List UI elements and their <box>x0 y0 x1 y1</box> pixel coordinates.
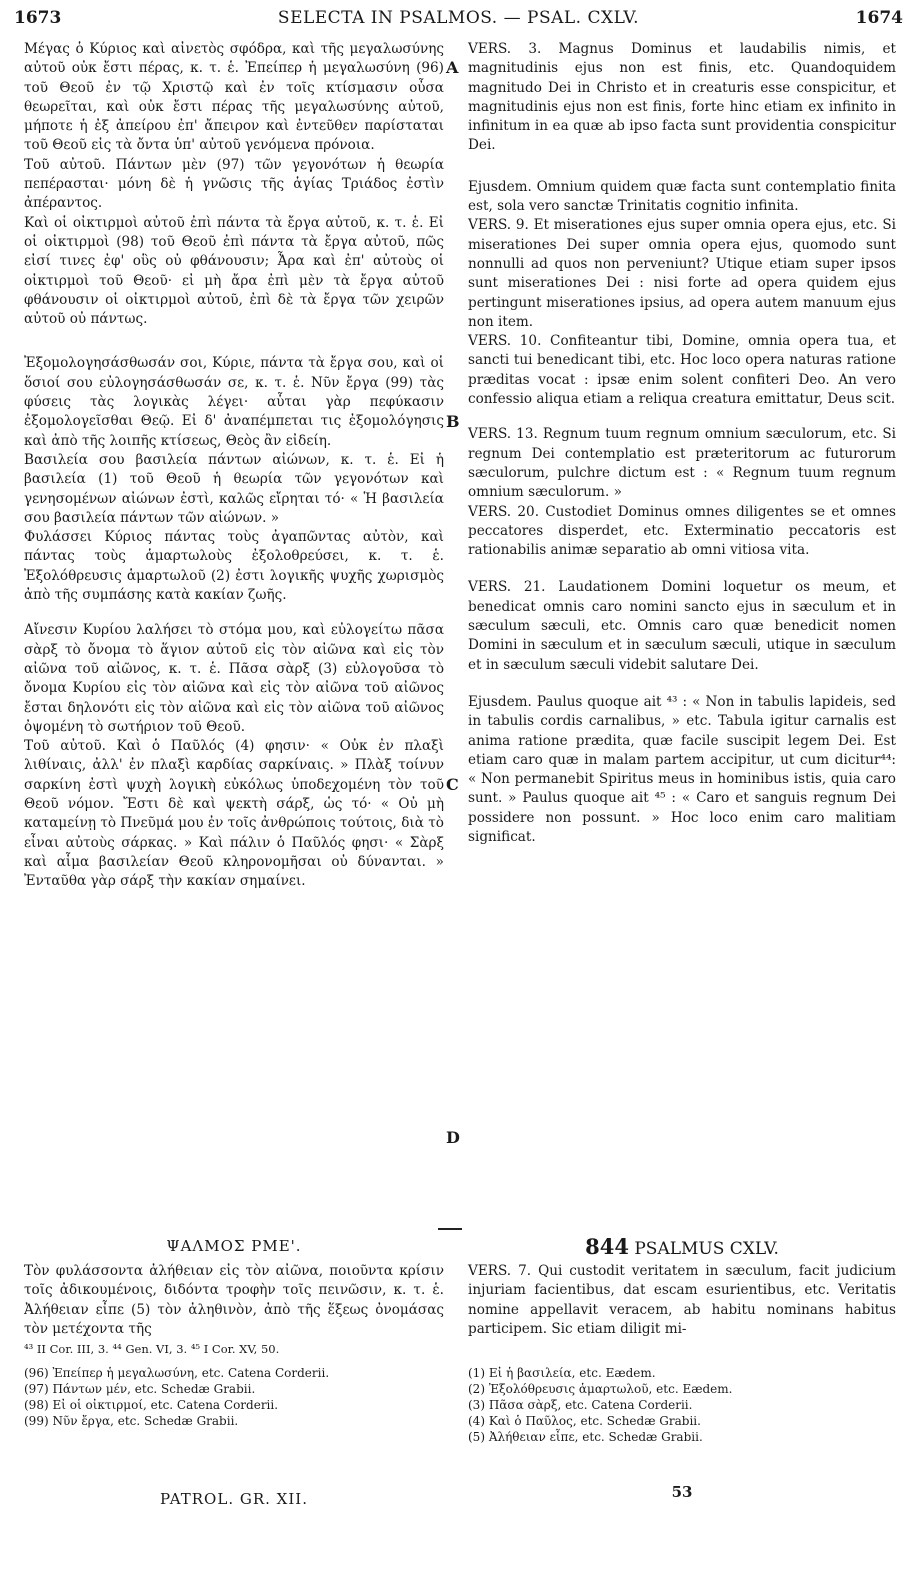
greek-paragraph-7: Αἴνεσιν Κυρίου λαλήσει τὸ στόμα μου, καὶ εὐλογείτω πᾶσα σὰρξ τὸ ὄνομα τὸ ἅγιον αὐτοῦ εἰς τὸν αἰῶνα καὶ εἰς τὸν αἰῶνα τοῦ αἰῶνος, κ. τ. ἑ. Πᾶσα σὰρξ (3) εὐλογοῦσα τὸ ὄνομα Κυρίου εἰς τὸν αἰῶνα καὶ εἰς τὸν αἰῶνα τοῦ αἰῶνος ἔσται δηλονότι εἰς τὸν αἰῶνα καὶ εἰς τὸν αἰῶνα τοῦ αἰῶνος ὀψομένη τὸ σωτήριον τοῦ Θεοῦ. <box>24 622 444 735</box>
greek-paragraph-5: Βασιλεία σου βασιλεία πάντων αἰώνων, κ. τ. ἑ. Εἰ ἡ βασιλεία (1) τοῦ Θεοῦ ἡ θεωρία τῶν γεγονότων καὶ γενησομένων αἰώνων ἐστὶ, καλῶς εἴρηται τό· « Ἡ βασιλεία σου βασιλεία πάντων τῶν αἰώνων. » <box>24 451 444 526</box>
latin-paragraph-8: Ejusdem. Paulus quoque ait ⁴³ : « Non in tabulis lapideis, sed in tabulis cordis carnalibus, » etc. Tabula igitur carnalis est anima ratione prædita, quæ facile suscipit legem Dei. Est etiam caro quæ in malam partem accipitur, ut cum dicitur⁴⁴: « Non permanebit Spiritus meus in hominibus istis, quia caro sunt. » Paulus quoque ait ⁴⁵ : « Caro et sanguis regnum Dei possidere non possunt. » Hoc loco enim caro malitiam significat. <box>468 693 896 845</box>
margin-marker-a: A <box>446 58 459 77</box>
latin-paragraph-2: Ejusdem. Omnium quidem quæ facta sunt contemplatio finita est, sola vero sanctæ Trinitatis cognitio infinita. <box>468 178 896 215</box>
column-divider-rule <box>438 1228 462 1230</box>
margin-marker-b: B <box>446 412 460 431</box>
footnote-3: (3) Πᾶσα σὰρξ, etc. Catena Corderii. <box>468 1398 693 1413</box>
latin-psalm-heading <box>468 1234 896 1259</box>
latin-paragraph-4: VERS. 10. Confiteantur tibi, Domine, omnia opera tua, et sancti tui benedicant tibi, etc. Hoc loco opera naturas ratione præditas vocat : ipsæ enim solent confiteri Deo. An vero confessio aliqua etiam a reliqua creatura emittatur, Deus scit. <box>468 333 896 408</box>
footnote-98: (98) Εἰ οἱ οἰκτιρμοί, etc. Catena Corderii. <box>24 1398 279 1413</box>
greek-paragraph-1: Μέγας ὁ Κύριος καὶ αἰνετὸς σφόδρα, καὶ τῆς μεγαλωσύνης αὐτοῦ οὐκ ἔστι πέρας, κ. τ. ἑ. Ἐπείπερ ἡ μεγαλωσύνη (96) τοῦ Θεοῦ ἐν τῷ Χριστῷ καὶ ἐν τοῖς κτίσμασιν οὖσα θεωρεῖται, καὶ οὐκ ἔστι πέρας τῆς μεγαλωσύνης αὐτοῦ, μήποτε ἡ ἐξ ἀπείρου ἐπ' ἄπειρον καὶ ἐντεῦθεν παρίσταται τοῦ Θεοῦ εἰς τὰ ὄντα ὑπ' αὐτοῦ γενόμενα πρόνοια. <box>24 41 444 154</box>
footnote-4: (4) Καὶ ὁ Παῦλος, etc. Schedæ Grabii. <box>468 1414 701 1429</box>
latin-paragraph-3: VERS. 9. Et miserationes ejus super omnia opera ejus, etc. Si miserationes Dei super omnia opera ejus, quomodo sunt nonnulli ad quos non perveniunt? Utique etiam super ipsos sunt miserationes Dei : nisi forte ad opera quidem ejus pertingunt miserationes ipsius, ad opera autem manuum ejus non item. <box>468 217 896 330</box>
greek-paragraph-3: Καὶ οἱ οἰκτιρμοὶ αὐτοῦ ἐπὶ πάντα τὰ ἔργα αὐτοῦ, κ. τ. ἑ. Εἰ οἱ οἰκτιρμοὶ (98) τοῦ Θεοῦ ἐπὶ πάντα τὰ ἔργα αὐτοῦ, πῶς εἰσί τινες ἐφ' οὓς οὐ φθάνουσιν; Ἆρα καὶ ἐπ' αὐτοὺς οἱ οἰκτιρμοὶ τοῦ Θεοῦ· εἰ μὴ ἄρα ἐπὶ μὲν τὰ ἔργα αὐτοῦ φθάνουσιν οἱ οἰκτιρμοὶ αὐτοῦ, ἐπὶ δὲ τὰ ἔργα τῶν χειρῶν αὐτοῦ οὐ πάντως. <box>24 214 444 328</box>
footnote-1: (1) Εἰ ἡ βασιλεία, etc. Eædem. <box>468 1366 656 1381</box>
greek-lower-block <box>24 1262 444 1429</box>
footer-signature: 53 <box>671 1483 693 1501</box>
latin-paragraph-7: VERS. 21. Laudationem Domini loquetur os meum, et benedicat omnis caro nomini sancto ejus in sæculum et in sæculum sæculi, etc. Omnis caro quæ benedicit nomen Domini in sæculum et in sæculum sæculi, utique in sæculum et in sæculum sæculi videbit salutare Dei. <box>468 579 896 673</box>
greek-psalm-title: ΨΑΛΜΟΣ ΡΜΕ'. <box>166 1237 302 1255</box>
latin-paragraph-1: VERS. 3. Magnus Dominus et laudabilis nimis, et magnitudinis ejus non est finis, etc. Quandoquidem magnitudo Dei in Christo et in creaturis esse conspicitur, et magnitudinis ejus non est finis, forte hinc etiam ex infinito in infinitum in ea quæ ab ipso facta sunt providentia conspicitur Dei. <box>468 41 896 154</box>
column-number: 844 <box>585 1234 629 1259</box>
margin-marker-d: D <box>446 1128 460 1147</box>
greek-paragraph-2: Τοῦ αὐτοῦ. Πάντων μὲν (97) τῶν γεγονότων ἡ θεωρία πεπέρασται· μόνη δὲ ἡ γνῶσις τῆς ἁγίας Τριάδος ἐστὶν ἀπέραντος. <box>24 156 444 212</box>
scripture-references: ⁴³ II Cor. III, 3. ⁴⁴ Gen. VI, 3. ⁴⁵ I Cor. XV, 50. <box>24 1342 280 1357</box>
latin-paragraph-6: VERS. 20. Custodiet Dominus omnes diligentes se et omnes peccatores disperdet, etc. Exterminatio peccatoris est rationabilis animæ separatio ab omni vitiosa vita. <box>468 503 896 559</box>
left-page-number: 1673 <box>14 8 62 28</box>
footnote-97: (97) Πάντων μέν, etc. Schedæ Grabii. <box>24 1382 256 1397</box>
footnote-5: (5) Ἀλήθειαν εἶπε, etc. Schedæ Grabii. <box>468 1430 703 1445</box>
latin-paragraph-5: VERS. 13. Regnum tuum regnum omnium sæculorum, etc. Si regnum Dei contemplatio est præteritorum ac futurorum sæculorum, pulchre dictum est : « Regnum tuum regnum omnium sæculorum. » <box>468 426 896 501</box>
latin-column <box>468 40 896 847</box>
greek-column <box>24 40 444 891</box>
footer-volume: PATROL. GR. XII. <box>160 1490 308 1508</box>
right-page-number: 1674 <box>855 8 903 28</box>
latin-lower-block <box>468 1262 896 1445</box>
footnote-99: (99) Νῦν ἔργα, etc. Schedæ Grabii. <box>24 1414 239 1429</box>
greek-paragraph-8: Τοῦ αὐτοῦ. Καὶ ὁ Παῦλός (4) φησιν· « Οὐκ ἐν πλαξὶ λιθίναις, ἀλλ' ἐν πλαξὶ καρδίας σαρκίναις. » Πλὰξ τοίνυν σαρκίνη ἐστὶ ψυχὴ λογικὴ εὐκόλως ὑποδεχομένη τὸν τοῦ Θεοῦ νόμον. Ἔστι δὲ καὶ ψεκτὴ σάρξ, ὡς τό· « Οὐ μὴ καταμείνῃ τὸ Πνεῦμά μου ἐν τοῖς ἀνθρώποις τούτοις, διὰ τὸ εἶναι αὐτοὺς σάρκας. » Καὶ πάλιν ὁ Παῦλός φησι· « Σὰρξ καὶ αἷμα βασιλείαν Θεοῦ κληρονομῆσαι οὐ δύνανται. » Ἐνταῦθα γὰρ σάρξ τὴν κακίαν σημαίνει. <box>24 738 444 890</box>
greek-paragraph-4: Ἐξομολογησάσθωσάν σοι, Κύριε, πάντα τὰ ἔργα σου, καὶ οἱ ὅσιοί σου εὐλογησάσθωσάν σε, κ. τ. ἑ. Νῦν ἔργα (99) τὰς φύσεις τὰς λογικὰς λέγει· αὗται γὰρ πεφύκασιν ἐξομολογεῖσθαι Θεῷ. Εἰ δ' ἀναπέμπεται τις ἐξομολόγησις καὶ ἀπὸ τῆς λοιπῆς κτίσεως, Θεὸς ἂν εἰδείη. <box>24 355 444 449</box>
greek-paragraph-9: Τὸν φυλάσσοντα ἀλήθειαν εἰς τὸν αἰῶνα, ποιοῦντα κρίσιν τοῖς ἀδικουμένοις, διδόντα τροφὴν τοῖς πεινῶσιν, κ. τ. ἑ. Ἀλήθειαν εἶπε (5) τὸν ἀληθινὸν, ἀπὸ τῆς ἕξεως ὀνομάσας τὸν μετέχοντα τῆς <box>24 1263 444 1337</box>
latin-paragraph-9: VERS. 7. Qui custodit veritatem in sæculum, facit judicium injuriam facientibus, dat escam esurientibus, etc. Veritatis nomine appellavit veracem, ab habitu nominans habitus participem. Sic etiam diligit mi- <box>468 1263 896 1337</box>
latin-psalm-title: PSALMUS CXLV. <box>634 1239 779 1259</box>
footnote-2: (2) Ἐξολόθρευσις ἁμαρτωλοῦ, etc. Eædem. <box>468 1382 733 1397</box>
page-header <box>0 2 917 32</box>
footnote-96: (96) Ἐπείπερ ἡ μεγαλωσύνη, etc. Catena Corderii. <box>24 1366 330 1381</box>
greek-paragraph-6: Φυλάσσει Κύριος πάντας τοὺς ἀγαπῶντας αὐτὸν, καὶ πάντας τοὺς ἁμαρτωλοὺς ἐξολοθρεύσει, κ. τ. ἑ. Ἐξολόθρευσις ἁμαρτωλοῦ (2) ἐστι λογικῆς ψυχῆς χωρισμὸς ἀπὸ τῆς συμπάσης κατὰ κακίαν ζωῆς. <box>24 529 444 604</box>
running-title: SELECTA IN PSALMOS. — PSAL. CXLV. <box>277 8 640 28</box>
margin-marker-c: C <box>446 775 459 794</box>
